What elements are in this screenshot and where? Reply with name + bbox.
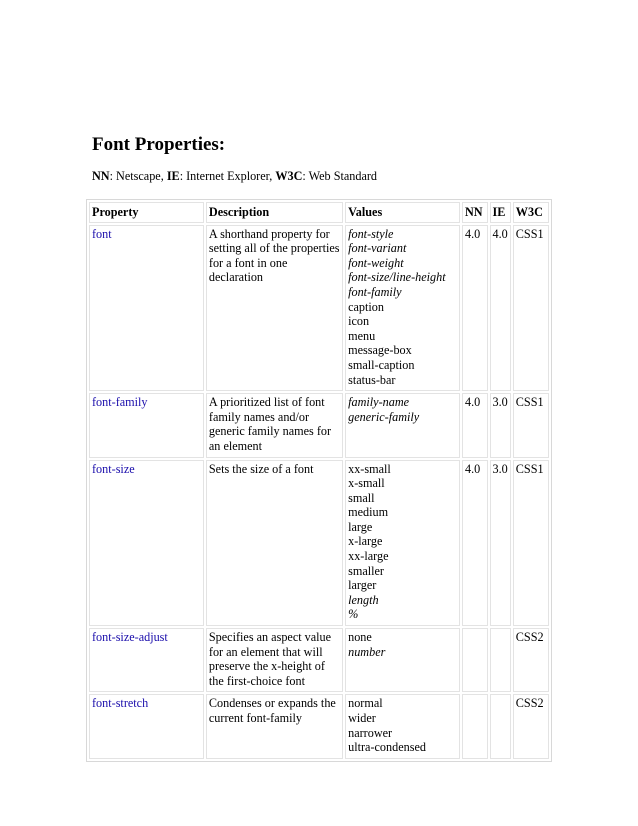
legend-name-ie: : Internet Explorer, <box>179 169 276 183</box>
value-item: smaller <box>348 563 384 578</box>
w3c-cell: CSS1 <box>513 460 549 627</box>
header-values: Values <box>345 202 460 223</box>
value-item: font-variant <box>348 241 407 256</box>
value-item: x-large <box>348 534 383 549</box>
value-item: none <box>348 630 372 645</box>
description-cell: A prioritized list of font family names and/or generic family names for an element <box>206 393 343 457</box>
value-item: family-name <box>348 395 410 410</box>
value-item: length <box>348 592 379 607</box>
ie-cell: 3.0 <box>490 460 511 627</box>
value-item: menu <box>348 328 376 343</box>
nn-cell <box>462 694 488 758</box>
header-nn: NN <box>462 202 488 223</box>
header-description: Description <box>206 202 343 223</box>
description-cell: Condenses or expands the current font-family <box>206 694 343 758</box>
value-item: font-family <box>348 284 402 299</box>
values-cell <box>345 225 460 392</box>
table-row <box>89 393 549 457</box>
browser-legend <box>92 168 377 184</box>
value-item: wider <box>348 711 376 725</box>
page-title: Font Properties: <box>92 134 226 155</box>
value-item: xx-large <box>348 549 389 564</box>
value-item: number <box>348 644 386 659</box>
value-item: font-weight <box>348 255 404 270</box>
value-item: caption <box>348 299 384 314</box>
property-link[interactable]: font-size <box>92 461 135 476</box>
ie-cell: 4.0 <box>490 225 511 392</box>
property-cell <box>89 225 204 392</box>
legend-name-nn: : Netscape, <box>109 169 167 183</box>
legend-abbr-nn: NN <box>92 169 110 183</box>
w3c-cell: CSS1 <box>513 225 549 392</box>
header-ie: IE <box>490 202 511 223</box>
table-row <box>89 628 549 692</box>
values-cell <box>345 460 460 627</box>
value-item: ultra-condensed <box>348 740 426 755</box>
property-link[interactable]: font-stretch <box>92 696 149 711</box>
table-row <box>89 460 549 627</box>
nn-cell: 4.0 <box>462 393 488 457</box>
nn-cell <box>462 628 488 692</box>
property-cell <box>89 460 204 627</box>
header-w3c: W3C <box>513 202 549 223</box>
property-link[interactable]: font <box>92 226 112 241</box>
table-header-row <box>89 202 549 223</box>
legend-name-w3c: : Web Standard <box>302 169 378 183</box>
value-item: font-size/line-height <box>348 270 446 285</box>
values-cell <box>345 628 460 692</box>
values-cell <box>345 694 460 758</box>
table-row <box>89 694 549 758</box>
value-item: status-bar <box>348 372 396 387</box>
font-properties-table <box>86 199 552 762</box>
value-item: small <box>348 490 375 505</box>
value-item: generic-family <box>348 409 420 424</box>
ie-cell <box>490 628 511 692</box>
legend-abbr-ie: IE <box>166 169 180 183</box>
property-link[interactable]: font-family <box>92 395 148 410</box>
value-item: font-style <box>348 226 394 241</box>
ie-cell: 3.0 <box>490 393 511 457</box>
description-cell: Specifies an aspect value for an element that will preserve the x-height of the first-choice font <box>206 628 343 692</box>
w3c-cell: CSS2 <box>513 628 549 692</box>
value-item: large <box>348 519 373 534</box>
legend-abbr-w3c: W3C <box>275 169 303 183</box>
ie-cell <box>490 694 511 758</box>
value-item: message-box <box>348 343 412 358</box>
property-cell <box>89 628 204 692</box>
table-row <box>89 225 549 392</box>
value-item: icon <box>348 314 370 329</box>
w3c-cell: CSS2 <box>513 694 549 758</box>
value-item: larger <box>348 578 377 593</box>
value-item: medium <box>348 505 389 520</box>
description-cell: Sets the size of a font <box>206 460 343 627</box>
value-item: % <box>348 607 359 622</box>
nn-cell: 4.0 <box>462 225 488 392</box>
value-item: xx-small <box>348 461 391 476</box>
value-item: x-small <box>348 476 385 491</box>
property-link[interactable]: font-size-adjust <box>92 630 168 645</box>
table-body <box>89 225 549 759</box>
property-cell <box>89 393 204 457</box>
values-cell <box>345 393 460 457</box>
property-cell <box>89 694 204 758</box>
header-property: Property <box>89 202 204 223</box>
nn-cell: 4.0 <box>462 460 488 627</box>
value-item: normal <box>348 696 383 711</box>
description-cell: A shorthand property for setting all of the properties for a font in one declaration <box>206 225 343 392</box>
w3c-cell: CSS1 <box>513 393 549 457</box>
value-item: small-caption <box>348 357 415 372</box>
value-item: narrower <box>348 725 393 740</box>
